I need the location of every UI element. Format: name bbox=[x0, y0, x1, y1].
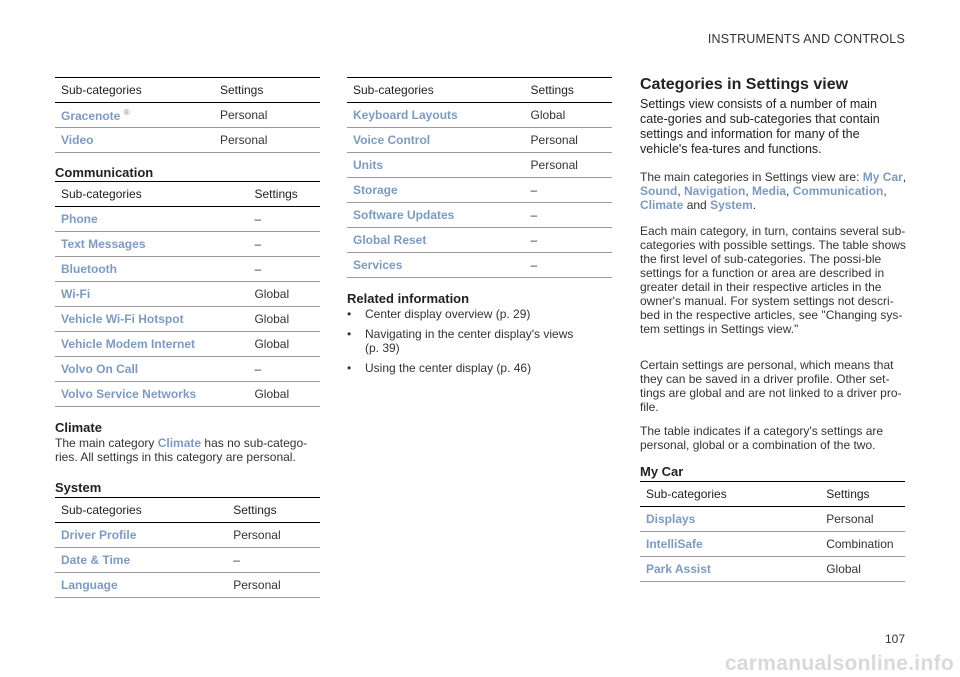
subcategory-cell[interactable]: Global Reset bbox=[347, 228, 525, 253]
system-heading: System bbox=[55, 480, 102, 495]
related-link[interactable]: Using the center display (p. 46) bbox=[365, 361, 532, 375]
period: . bbox=[752, 198, 757, 212]
climate-text-b: has no sub-catego-ries. All settings in this category are personal. bbox=[55, 436, 308, 464]
list-item bbox=[347, 361, 587, 375]
setting-cell: Personal bbox=[820, 507, 905, 532]
setting-cell: Personal bbox=[227, 523, 320, 548]
category-link-my-car[interactable]: My Car bbox=[862, 170, 903, 184]
category-link-climate[interactable]: Climate bbox=[640, 198, 684, 212]
communication-heading: Communication bbox=[55, 165, 154, 180]
col-header-subcategories: Sub-categories bbox=[55, 78, 214, 103]
subcategory-cell[interactable]: Language bbox=[55, 573, 227, 598]
related-information-heading: Related information bbox=[347, 291, 470, 306]
subcategory-cell[interactable]: Displays bbox=[640, 507, 820, 532]
table-row bbox=[640, 532, 905, 557]
table-row bbox=[347, 203, 612, 228]
subcategory-cell[interactable]: Video bbox=[55, 128, 214, 153]
setting-cell: – bbox=[525, 178, 612, 203]
category-link-navigation[interactable]: Navigation bbox=[684, 184, 746, 198]
subcategory-label: Gracenote bbox=[61, 108, 121, 123]
my-car-heading: My Car bbox=[640, 464, 684, 479]
setting-cell: Personal bbox=[525, 153, 612, 178]
table-header-row bbox=[347, 78, 612, 103]
setting-cell: Global bbox=[248, 282, 320, 307]
section-title: Categories in Settings view bbox=[640, 76, 849, 93]
subcategory-cell[interactable]: Text Messages bbox=[55, 232, 248, 257]
setting-cell: – bbox=[227, 548, 320, 573]
running-header: INSTRUMENTS AND CONTROLS bbox=[707, 32, 905, 46]
table-row bbox=[55, 332, 320, 357]
table-row bbox=[347, 228, 612, 253]
system-cont-table-block bbox=[347, 77, 612, 278]
category-link-sound[interactable]: Sound bbox=[640, 184, 678, 198]
subcategory-cell[interactable]: Vehicle Wi-Fi Hotspot bbox=[55, 307, 248, 332]
col-header-settings: Settings bbox=[214, 78, 320, 103]
comma: , bbox=[902, 170, 907, 184]
setting-cell: Personal bbox=[214, 103, 320, 128]
bullet: • bbox=[347, 361, 352, 375]
table-row bbox=[55, 282, 320, 307]
climate-heading: Climate bbox=[55, 420, 102, 435]
table-indicates-paragraph: The table indicates if a category's settings are personal, global or a combination of the two. bbox=[640, 424, 884, 452]
table-row bbox=[55, 548, 320, 573]
setting-cell: Global bbox=[525, 103, 612, 128]
climate-text-a: The main category bbox=[55, 436, 158, 450]
setting-cell: – bbox=[248, 232, 320, 257]
watermark: carmanualsonline.info bbox=[724, 652, 954, 675]
table-row bbox=[55, 103, 320, 128]
system-table-block bbox=[55, 497, 320, 598]
system-settings-table bbox=[55, 497, 320, 598]
media-table-block bbox=[55, 77, 320, 153]
col-header-settings: Settings bbox=[820, 482, 905, 507]
bullet: • bbox=[347, 327, 352, 341]
setting-cell: – bbox=[525, 203, 612, 228]
subcategory-cell[interactable]: Date & Time bbox=[55, 548, 227, 573]
col-header-settings: Settings bbox=[525, 78, 612, 103]
and-word: and bbox=[683, 198, 711, 212]
setting-cell: – bbox=[248, 207, 320, 232]
setting-cell: Personal bbox=[525, 128, 612, 153]
related-link[interactable]: Navigating in the center display's views (p. 39) bbox=[365, 327, 574, 355]
col-header-subcategories: Sub-categories bbox=[55, 498, 227, 523]
col-header-subcategories: Sub-categories bbox=[55, 182, 248, 207]
category-link-system[interactable]: System bbox=[710, 198, 753, 212]
list-item bbox=[347, 307, 587, 321]
table-row bbox=[55, 128, 320, 153]
comma: , bbox=[677, 184, 684, 198]
table-header-row bbox=[55, 498, 320, 523]
table-row bbox=[347, 178, 612, 203]
subcategory-cell[interactable]: Driver Profile bbox=[55, 523, 227, 548]
table-row bbox=[55, 232, 320, 257]
related-link[interactable]: Center display overview (p. 29) bbox=[365, 307, 531, 321]
subcategory-cell[interactable]: Volvo On Call bbox=[55, 357, 248, 382]
subcategory-cell[interactable]: Wi-Fi bbox=[55, 282, 248, 307]
personal-global-paragraph: Certain settings are personal, which means that they can be saved in a driver profile. Other set-tings are global and are not linked to a driver pro-file. bbox=[640, 358, 902, 414]
subcategory-cell[interactable] bbox=[55, 103, 214, 128]
table-row bbox=[640, 507, 905, 532]
list-item bbox=[347, 327, 587, 355]
subcategory-cell[interactable]: Volvo Service Networks bbox=[55, 382, 248, 407]
table-header-row bbox=[640, 482, 905, 507]
col-header-settings: Settings bbox=[227, 498, 320, 523]
related-information-list-block bbox=[347, 307, 587, 381]
subcategory-cell[interactable]: IntelliSafe bbox=[640, 532, 820, 557]
table-row bbox=[55, 307, 320, 332]
table-header-row bbox=[55, 78, 320, 103]
intro-paragraph: Settings view consists of a number of main cate-gories and sub-categories that contain settings and information for many of the vehicle's fea-tures and functions. bbox=[640, 97, 880, 156]
subcategory-cell[interactable]: Voice Control bbox=[347, 128, 525, 153]
table-row bbox=[55, 357, 320, 382]
subcategory-cell[interactable]: Phone bbox=[55, 207, 248, 232]
subcategories-paragraph: Each main category, in turn, contains several sub-categories with possible settings. The table shows the first level of sub-categories. The possi-ble settings for a function or area are described in greater detail in their respective articles in the owner's manual. For system settings not descri-bed in the respective articles, see "Changing sys-tem settings in Settings view." bbox=[640, 224, 906, 336]
table-row bbox=[55, 382, 320, 407]
subcategory-cell[interactable]: Services bbox=[347, 253, 525, 278]
setting-cell: Personal bbox=[214, 128, 320, 153]
comma: , bbox=[745, 184, 753, 198]
subcategory-cell[interactable]: Vehicle Modem Internet bbox=[55, 332, 248, 357]
main-categories-paragraph bbox=[640, 170, 908, 212]
table-header-row bbox=[55, 182, 320, 207]
subcategory-cell[interactable]: Software Updates bbox=[347, 203, 525, 228]
table-row bbox=[640, 557, 905, 582]
comma: , bbox=[883, 184, 887, 198]
setting-cell: – bbox=[248, 357, 320, 382]
comma: , bbox=[786, 184, 793, 198]
page-number: 107 bbox=[884, 632, 905, 646]
setting-cell: Global bbox=[248, 307, 320, 332]
climate-keyword[interactable]: Climate bbox=[157, 436, 202, 450]
setting-cell: Global bbox=[820, 557, 905, 582]
table-row bbox=[347, 153, 612, 178]
table-row bbox=[347, 253, 612, 278]
system-continued-settings-table bbox=[347, 77, 612, 278]
communication-table-block bbox=[55, 181, 320, 407]
setting-cell: – bbox=[525, 228, 612, 253]
main-categories-lead: The main categories in Settings view are: bbox=[640, 170, 863, 184]
setting-cell: Global bbox=[248, 332, 320, 357]
col-header-subcategories: Sub-categories bbox=[347, 78, 525, 103]
table-row bbox=[55, 207, 320, 232]
subcategory-cell[interactable]: Bluetooth bbox=[55, 257, 248, 282]
climate-text bbox=[55, 436, 323, 464]
bullet: • bbox=[347, 307, 352, 321]
setting-cell: Personal bbox=[227, 573, 320, 598]
setting-cell: – bbox=[525, 253, 612, 278]
category-link-media[interactable]: Media bbox=[752, 184, 787, 198]
setting-cell: Combination bbox=[820, 532, 905, 557]
table-row bbox=[347, 103, 612, 128]
col-header-settings: Settings bbox=[248, 182, 320, 207]
setting-cell: Global bbox=[248, 382, 320, 407]
table-row bbox=[55, 573, 320, 598]
my-car-settings-table bbox=[640, 481, 905, 582]
my-car-table-block bbox=[640, 481, 905, 582]
col-header-subcategories: Sub-categories bbox=[640, 482, 820, 507]
setting-cell: – bbox=[248, 257, 320, 282]
registered-mark: ® bbox=[123, 107, 130, 117]
table-row bbox=[347, 128, 612, 153]
media-settings-table bbox=[55, 77, 320, 153]
related-information-list bbox=[347, 307, 587, 375]
category-link-communication[interactable]: Communication bbox=[792, 184, 884, 198]
table-row bbox=[55, 257, 320, 282]
subcategory-cell[interactable]: Keyboard Layouts bbox=[347, 103, 525, 128]
subcategory-cell[interactable]: Units bbox=[347, 153, 525, 178]
subcategory-cell[interactable]: Storage bbox=[347, 178, 525, 203]
table-row bbox=[55, 523, 320, 548]
communication-settings-table bbox=[55, 181, 320, 407]
subcategory-cell[interactable]: Park Assist bbox=[640, 557, 820, 582]
